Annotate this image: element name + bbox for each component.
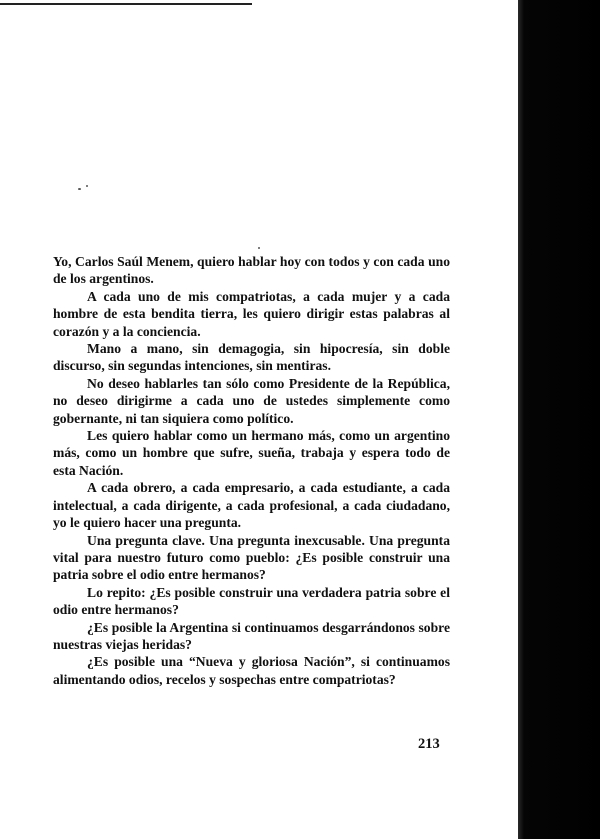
- page-number: 213: [418, 736, 440, 752]
- paragraph: ¿Es posible una “Nueva y gloriosa Nación”, si continuamos alimentando odios, recelos y sospechas entre compatriotas?: [53, 654, 450, 687]
- scan-speck: [78, 188, 81, 190]
- paragraph: Lo repito: ¿Es posible construir una verdadera patria sobre el odio entre hermanos?: [53, 584, 450, 618]
- paragraph: A cada obrero, a cada empresario, a cada estudiante, a cada intelectual, a cada dirigente, a cada profesional, a cada ciudadano, yo le quiero hacer una pregunta.: [53, 480, 450, 531]
- paragraph: A cada uno de mis compatriotas, a cada mujer y a cada hombre de esta bendita tierra, les quiero dirigir estas palabras al corazón y a la conciencia.: [53, 288, 450, 339]
- paragraph: Mano a mano, sin demagogia, sin hipocresía, sin doble discurso, sin segundas intenciones, sin mentiras.: [53, 341, 450, 374]
- scan-speck: [258, 247, 260, 249]
- scan-dark-edge: [518, 0, 600, 839]
- scan-speck: [86, 185, 88, 187]
- paragraph: Una pregunta clave. Una pregunta inexcusable. Una pregunta vital para nuestro futuro como pueblo: ¿Es posible construir una patria sobre el odio entre hermanos?: [53, 532, 450, 583]
- top-rule: [0, 3, 252, 5]
- paragraph: ¿Es posible la Argentina si continuamos desgarrándonos sobre nuestras viejas heridas?: [53, 619, 450, 652]
- paragraph: Les quiero hablar como un hermano más, como un argentino más, como un hombre que sufre, sueña, trabaja y espera todo de esta Nación.: [53, 428, 450, 478]
- paragraph: Yo, Carlos Saúl Menem, quiero hablar hoy con todos y con cada uno de los argentinos.: [53, 254, 450, 287]
- body-text: [53, 253, 450, 688]
- paragraph: No deseo hablarles tan sólo como Presidente de la República, no deseo dirigirme a cada uno de ustedes simplemente como gobernante, ni tan siquiera como político.: [53, 375, 450, 426]
